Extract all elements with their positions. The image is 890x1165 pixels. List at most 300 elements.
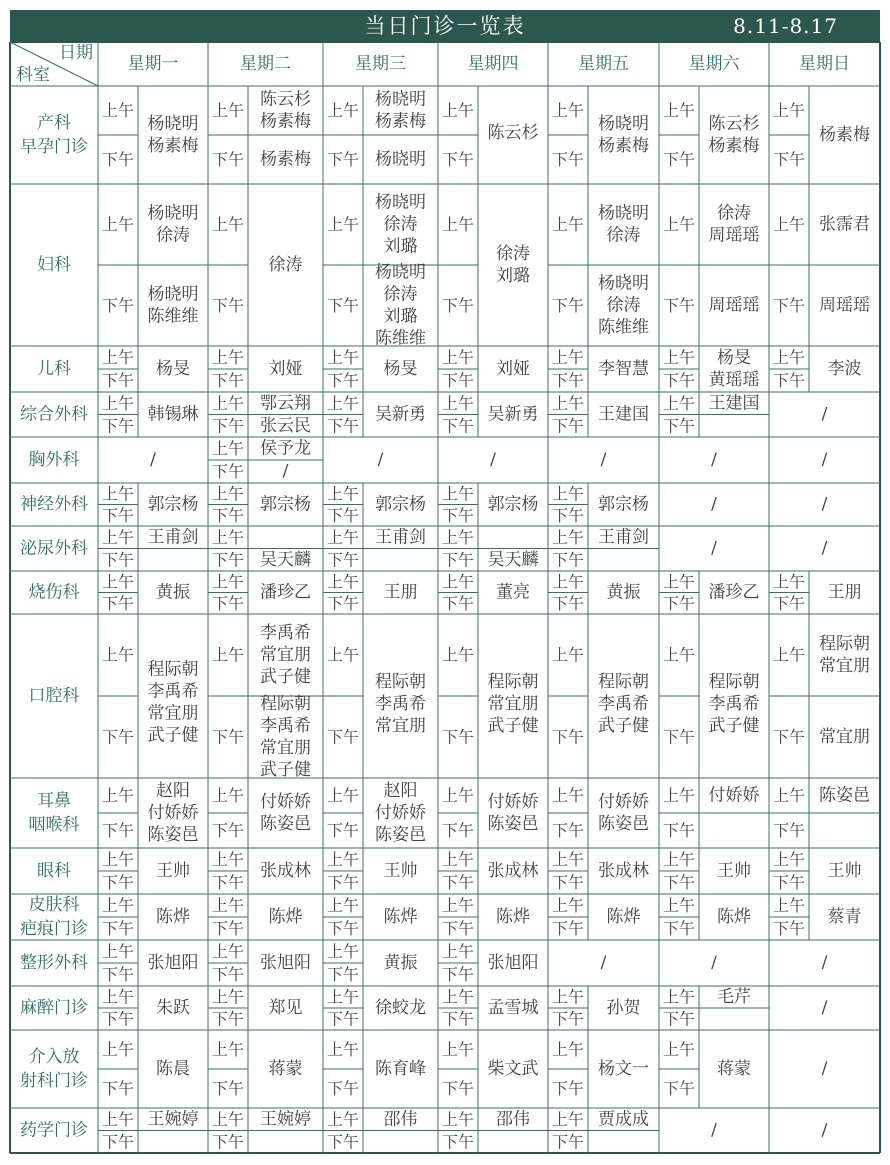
pm-label: 下午 bbox=[211, 550, 245, 570]
doctor-name: 常宜朋 bbox=[487, 694, 539, 715]
am-label: 上午 bbox=[326, 1109, 360, 1129]
pm-label: 下午 bbox=[326, 1132, 360, 1152]
am-label: 上午 bbox=[441, 850, 475, 869]
am-label: 上午 bbox=[551, 896, 585, 915]
pm-label: 下午 bbox=[211, 505, 245, 525]
am-label: 上午 bbox=[211, 527, 245, 547]
doctor-name: 李禹希 bbox=[260, 716, 311, 736]
doctor-name: 陈云杉 bbox=[708, 114, 760, 134]
doctor-name: 陈姿邑 bbox=[375, 825, 426, 845]
doctor-name: 陈姿邑 bbox=[819, 785, 870, 806]
am-label: 上午 bbox=[772, 348, 806, 367]
department-name: 整形外科 bbox=[20, 953, 88, 973]
pm-label: 下午 bbox=[662, 150, 696, 169]
doctor-name: 孙贺 bbox=[606, 998, 641, 1018]
doctor-name: 陈云杉 bbox=[487, 123, 539, 144]
department-name: 耳鼻 bbox=[37, 791, 71, 811]
am-label: 上午 bbox=[441, 101, 475, 120]
am-label: 上午 bbox=[211, 484, 245, 504]
doctor-name: 李波 bbox=[827, 359, 862, 379]
doctor-name: 周瑶瑶 bbox=[708, 225, 760, 246]
pm-label: 下午 bbox=[326, 919, 360, 938]
doctor-name: 常宜朋 bbox=[819, 727, 870, 747]
am-label: 上午 bbox=[326, 896, 360, 915]
am-label: 上午 bbox=[211, 896, 245, 915]
am-label: 上午 bbox=[101, 942, 135, 961]
no-clinic-slash: / bbox=[821, 538, 828, 559]
doctor-name: 李禹希 bbox=[260, 623, 311, 643]
pm-label: 下午 bbox=[772, 150, 806, 169]
pm-label: 下午 bbox=[551, 296, 585, 315]
doctor-name: 张成林 bbox=[487, 861, 539, 881]
pm-label: 下午 bbox=[772, 727, 806, 747]
pm-label: 下午 bbox=[211, 821, 245, 840]
doctor-name: 常宜朋 bbox=[375, 716, 426, 737]
pm-label: 下午 bbox=[326, 727, 360, 747]
doctor-name: 吴天麟 bbox=[487, 549, 539, 570]
doctor-name: 董亮 bbox=[496, 582, 530, 603]
pm-label: 下午 bbox=[551, 1009, 585, 1029]
department-name: 口腔科 bbox=[28, 686, 80, 706]
pm-label: 下午 bbox=[551, 1079, 585, 1098]
doctor-name: 付娇娇 bbox=[375, 803, 426, 823]
pm-label: 下午 bbox=[662, 1009, 696, 1029]
am-label: 上午 bbox=[772, 786, 806, 805]
doctor-name: 王帅 bbox=[827, 861, 862, 881]
department-name: 射科门诊 bbox=[20, 1071, 88, 1091]
doctor-name: 武子健 bbox=[598, 716, 649, 737]
am-label: 上午 bbox=[326, 527, 360, 547]
doctor-name: 王朋 bbox=[383, 582, 418, 603]
doctor-name: 常宜朋 bbox=[260, 738, 311, 758]
am-label: 上午 bbox=[326, 572, 360, 592]
am-label: 上午 bbox=[441, 942, 475, 961]
no-clinic-slash: / bbox=[821, 953, 828, 973]
no-clinic-slash: / bbox=[711, 494, 717, 515]
no-clinic-slash: / bbox=[821, 1059, 828, 1079]
no-clinic-slash: / bbox=[600, 450, 607, 470]
am-label: 上午 bbox=[211, 348, 245, 367]
pm-label: 下午 bbox=[326, 505, 360, 525]
am-label: 上午 bbox=[326, 348, 360, 367]
am-label: 上午 bbox=[662, 101, 696, 120]
am-label: 上午 bbox=[326, 1040, 360, 1059]
pm-label: 下午 bbox=[551, 505, 585, 525]
department-name: 产科 bbox=[37, 113, 71, 133]
doctor-name: 徐蛟龙 bbox=[375, 998, 426, 1018]
doctor-name: 杨旻 bbox=[717, 348, 751, 368]
doctor-name: 郭宗杨 bbox=[260, 494, 311, 515]
doctor-name: 张云民 bbox=[260, 415, 311, 436]
pm-label: 下午 bbox=[101, 1079, 135, 1098]
pm-label: 下午 bbox=[662, 821, 696, 840]
no-clinic-slash: / bbox=[490, 450, 496, 470]
doctor-name: / bbox=[282, 461, 289, 482]
doctor-name: 周瑶瑶 bbox=[708, 295, 760, 316]
doctor-name: 鄂云翔 bbox=[260, 393, 311, 414]
doctor-name: 王甫剑 bbox=[375, 527, 426, 548]
doctor-name: 张成林 bbox=[260, 861, 311, 881]
am-label: 上午 bbox=[662, 786, 696, 805]
doctor-name: 陈烨 bbox=[717, 907, 751, 927]
no-clinic-slash: / bbox=[711, 538, 717, 559]
pm-label: 下午 bbox=[441, 1009, 475, 1029]
am-label: 上午 bbox=[101, 987, 135, 1007]
am-label: 上午 bbox=[441, 348, 475, 367]
doctor-name: 黄瑶瑶 bbox=[708, 370, 760, 390]
doctor-name: 王婉婷 bbox=[260, 1109, 311, 1130]
pm-label: 下午 bbox=[211, 919, 245, 938]
doctor-name: 程际朝 bbox=[487, 672, 539, 693]
doctor-name: 陈姿邑 bbox=[598, 814, 649, 834]
am-label: 上午 bbox=[772, 645, 806, 665]
department-name: 麻醉门诊 bbox=[20, 998, 88, 1018]
day-header: 星期六 bbox=[688, 54, 740, 74]
doctor-name: 邵伟 bbox=[383, 1109, 418, 1130]
doctor-name: 徐涛 bbox=[156, 225, 190, 246]
doctor-name: 杨晓明 bbox=[375, 262, 426, 283]
am-label: 上午 bbox=[772, 215, 806, 234]
pm-label: 下午 bbox=[101, 371, 135, 390]
am-label: 上午 bbox=[441, 527, 475, 547]
am-label: 上午 bbox=[211, 101, 245, 120]
am-label: 上午 bbox=[101, 484, 135, 504]
am-label: 上午 bbox=[326, 987, 360, 1007]
no-clinic-slash: / bbox=[821, 998, 828, 1018]
doctor-name: 武子健 bbox=[487, 716, 539, 737]
pm-label: 下午 bbox=[326, 873, 360, 892]
pm-label: 下午 bbox=[211, 296, 245, 315]
pm-label: 下午 bbox=[441, 821, 475, 840]
am-label: 上午 bbox=[101, 215, 135, 234]
pm-label: 下午 bbox=[551, 593, 585, 613]
pm-label: 下午 bbox=[101, 873, 135, 892]
doctor-name: 周瑶瑶 bbox=[819, 295, 870, 316]
department-name: 胸外科 bbox=[28, 450, 80, 470]
pm-label: 下午 bbox=[101, 727, 135, 747]
department-name: 咽喉科 bbox=[28, 815, 80, 835]
pm-label: 下午 bbox=[326, 550, 360, 570]
pm-label: 下午 bbox=[441, 550, 475, 570]
am-label: 上午 bbox=[551, 850, 585, 869]
doctor-name: 常宜朋 bbox=[147, 703, 199, 724]
pm-label: 下午 bbox=[551, 371, 585, 390]
corner-dept-label: 科室 bbox=[16, 65, 50, 85]
doctor-name: 张旭阳 bbox=[487, 953, 539, 973]
doctor-name: 陈维维 bbox=[598, 317, 649, 338]
am-label: 上午 bbox=[551, 1109, 585, 1129]
doctor-name: 杨晓明 bbox=[375, 192, 426, 213]
am-label: 上午 bbox=[326, 101, 360, 120]
doctor-name: 陈维维 bbox=[147, 306, 199, 327]
pm-label: 下午 bbox=[211, 1079, 245, 1098]
am-label: 上午 bbox=[551, 527, 585, 547]
pm-label: 下午 bbox=[101, 296, 135, 315]
doctor-name: 杨晓明 bbox=[147, 203, 199, 224]
no-clinic-slash: / bbox=[377, 450, 384, 470]
am-label: 上午 bbox=[551, 572, 585, 592]
doctor-name: 杨晓明 bbox=[375, 149, 426, 170]
am-label: 上午 bbox=[211, 987, 245, 1007]
am-label: 上午 bbox=[772, 101, 806, 120]
doctor-name: 杨素梅 bbox=[147, 136, 199, 156]
doctor-name: 邵伟 bbox=[496, 1109, 530, 1130]
pm-label: 下午 bbox=[662, 371, 696, 390]
doctor-name: 毛芹 bbox=[717, 987, 751, 1007]
doctor-name: 程际朝 bbox=[708, 672, 760, 693]
pm-label: 下午 bbox=[101, 1132, 135, 1152]
pm-label: 下午 bbox=[662, 873, 696, 892]
doctor-name: 赵阳 bbox=[156, 781, 190, 801]
doctor-name: 潘珍乙 bbox=[708, 582, 760, 603]
corner-date-label: 日期 bbox=[59, 43, 93, 63]
doctor-name: 朱跃 bbox=[156, 998, 190, 1018]
pm-label: 下午 bbox=[662, 593, 696, 613]
department-name: 烧伤科 bbox=[28, 582, 80, 603]
doctor-name: 刘璐 bbox=[383, 306, 418, 327]
doctor-name: 张成林 bbox=[598, 861, 649, 881]
pm-label: 下午 bbox=[772, 371, 806, 390]
pm-label: 下午 bbox=[441, 873, 475, 892]
doctor-name: 付娇娇 bbox=[598, 792, 649, 812]
am-label: 上午 bbox=[101, 348, 135, 367]
pm-label: 下午 bbox=[441, 416, 475, 436]
doctor-name: 李智慧 bbox=[598, 359, 649, 379]
pm-label: 下午 bbox=[211, 965, 245, 984]
am-label: 上午 bbox=[551, 484, 585, 504]
doctor-name: 陈维维 bbox=[375, 328, 426, 349]
no-clinic-slash: / bbox=[600, 953, 607, 973]
day-header: 星期二 bbox=[240, 54, 291, 74]
department-name: 皮肤科 bbox=[28, 895, 80, 915]
am-label: 上午 bbox=[101, 393, 135, 413]
doctor-name: 郑见 bbox=[268, 998, 303, 1018]
doctor-name: 陈云杉 bbox=[260, 89, 311, 110]
am-label: 上午 bbox=[101, 527, 135, 547]
day-header: 星期四 bbox=[467, 54, 519, 74]
doctor-name: 王朋 bbox=[827, 582, 862, 603]
day-header: 星期三 bbox=[355, 54, 406, 74]
doctor-name: 郭宗杨 bbox=[147, 494, 199, 515]
am-label: 上午 bbox=[551, 101, 585, 120]
doctor-name: 李禹希 bbox=[147, 681, 199, 702]
am-label: 上午 bbox=[211, 572, 245, 592]
am-label: 上午 bbox=[326, 215, 360, 234]
doctor-name: 张霈君 bbox=[819, 214, 870, 235]
am-label: 上午 bbox=[326, 942, 360, 961]
doctor-name: 程际朝 bbox=[260, 694, 311, 714]
department-name: 儿科 bbox=[37, 359, 71, 379]
department-name: 药学门诊 bbox=[20, 1120, 88, 1141]
doctor-name: 李禹希 bbox=[375, 694, 426, 715]
pm-label: 下午 bbox=[326, 150, 360, 169]
department-name: 眼科 bbox=[37, 861, 71, 881]
doctor-name: 郭宗杨 bbox=[487, 494, 539, 515]
doctor-name: 付娇娇 bbox=[147, 803, 199, 823]
doctor-name: 徐涛 bbox=[496, 244, 530, 264]
doctor-name: 杨素梅 bbox=[375, 111, 426, 132]
pm-label: 下午 bbox=[551, 150, 585, 169]
pm-label: 下午 bbox=[101, 965, 135, 984]
department-name: 综合外科 bbox=[20, 404, 88, 425]
pm-label: 下午 bbox=[326, 296, 360, 315]
pm-label: 下午 bbox=[772, 593, 806, 613]
am-label: 上午 bbox=[662, 850, 696, 869]
doctor-name: 杨旻 bbox=[156, 359, 190, 379]
doctor-name: 李禹希 bbox=[708, 694, 760, 715]
pm-label: 下午 bbox=[551, 873, 585, 892]
pm-label: 下午 bbox=[772, 821, 806, 840]
doctor-name: 徐涛 bbox=[268, 255, 303, 275]
doctor-name: 王甫剑 bbox=[147, 527, 199, 548]
pm-label: 下午 bbox=[772, 296, 806, 315]
doctor-name: 潘珍乙 bbox=[260, 582, 311, 603]
am-label: 上午 bbox=[772, 850, 806, 869]
pm-label: 下午 bbox=[441, 727, 475, 747]
doctor-name: 付娇娇 bbox=[708, 785, 760, 806]
am-label: 上午 bbox=[211, 393, 245, 413]
pm-label: 下午 bbox=[101, 150, 135, 169]
doctor-name: 黄振 bbox=[383, 953, 418, 973]
day-header: 星期日 bbox=[799, 54, 850, 74]
am-label: 上午 bbox=[101, 1040, 135, 1059]
pm-label: 下午 bbox=[211, 462, 245, 481]
am-label: 上午 bbox=[441, 645, 475, 665]
pm-label: 下午 bbox=[772, 919, 806, 938]
department-name: 妇科 bbox=[37, 255, 71, 275]
no-clinic-slash: / bbox=[150, 450, 156, 470]
pm-label: 下午 bbox=[211, 727, 245, 747]
am-label: 上午 bbox=[441, 1109, 475, 1129]
doctor-name: 常宜朋 bbox=[260, 645, 311, 665]
doctor-name: 陈烨 bbox=[606, 907, 641, 927]
doctor-name: 吴新勇 bbox=[487, 404, 539, 425]
doctor-name: 武子健 bbox=[147, 725, 199, 746]
pm-label: 下午 bbox=[326, 821, 360, 840]
doctor-name: 杨素梅 bbox=[260, 149, 311, 170]
am-label: 上午 bbox=[662, 645, 696, 665]
doctor-name: 武子健 bbox=[260, 667, 311, 687]
am-label: 上午 bbox=[101, 645, 135, 665]
doctor-name: 郭宗杨 bbox=[598, 494, 649, 515]
pm-label: 下午 bbox=[441, 1132, 475, 1152]
doctor-name: 柴文武 bbox=[487, 1059, 539, 1079]
doctor-name: 陈晨 bbox=[156, 1059, 190, 1079]
doctor-name: 李禹希 bbox=[598, 694, 649, 715]
pm-label: 下午 bbox=[662, 296, 696, 315]
doctor-name: 杨晓明 bbox=[598, 114, 649, 134]
pm-label: 下午 bbox=[441, 965, 475, 984]
am-label: 上午 bbox=[441, 896, 475, 915]
doctor-name: 程际朝 bbox=[819, 634, 870, 654]
no-clinic-slash: / bbox=[821, 1120, 828, 1141]
am-label: 上午 bbox=[441, 393, 475, 413]
department-name: 疤痕门诊 bbox=[20, 919, 88, 939]
doctor-name: 郭宗杨 bbox=[375, 494, 426, 515]
am-label: 上午 bbox=[211, 215, 245, 234]
doctor-name: 付娇娇 bbox=[260, 792, 311, 812]
doctor-name: 杨素梅 bbox=[708, 136, 760, 156]
doctor-name: 陈烨 bbox=[268, 907, 303, 927]
pm-label: 下午 bbox=[662, 416, 696, 436]
pm-label: 下午 bbox=[211, 371, 245, 390]
doctor-name: 徐涛 bbox=[383, 214, 418, 235]
pm-label: 下午 bbox=[441, 371, 475, 390]
am-label: 上午 bbox=[551, 215, 585, 234]
pm-label: 下午 bbox=[441, 593, 475, 613]
doctor-name: 徐涛 bbox=[717, 203, 751, 224]
am-label: 上午 bbox=[326, 393, 360, 413]
pm-label: 下午 bbox=[551, 416, 585, 436]
day-header: 星期五 bbox=[578, 54, 629, 74]
pm-label: 下午 bbox=[101, 550, 135, 570]
doctor-name: 王帅 bbox=[717, 861, 751, 881]
pm-label: 下午 bbox=[662, 1079, 696, 1098]
department-name: 神经外科 bbox=[20, 494, 88, 515]
doctor-name: 武子健 bbox=[708, 716, 760, 737]
pm-label: 下午 bbox=[441, 296, 475, 315]
doctor-name: 侯予龙 bbox=[260, 438, 311, 459]
am-label: 上午 bbox=[551, 645, 585, 665]
am-label: 上午 bbox=[101, 896, 135, 915]
doctor-name: 刘娅 bbox=[268, 359, 303, 379]
am-label: 上午 bbox=[662, 572, 696, 592]
am-label: 上午 bbox=[211, 1109, 245, 1129]
pm-label: 下午 bbox=[551, 919, 585, 938]
am-label: 上午 bbox=[662, 393, 696, 413]
am-label: 上午 bbox=[441, 786, 475, 805]
doctor-name: 徐涛 bbox=[383, 284, 418, 305]
am-label: 上午 bbox=[326, 484, 360, 504]
doctor-name: 杨晓明 bbox=[147, 114, 199, 134]
no-clinic-slash: / bbox=[821, 450, 828, 470]
am-label: 上午 bbox=[772, 896, 806, 915]
am-label: 上午 bbox=[551, 348, 585, 367]
doctor-name: 贾成成 bbox=[598, 1109, 649, 1130]
doctor-name: 王建国 bbox=[708, 393, 760, 414]
doctor-name: 蒋蒙 bbox=[717, 1059, 751, 1079]
am-label: 上午 bbox=[441, 572, 475, 592]
pm-label: 下午 bbox=[211, 416, 245, 436]
doctor-name: 韩锡琳 bbox=[147, 404, 199, 425]
pm-label: 下午 bbox=[101, 593, 135, 613]
pm-label: 下午 bbox=[211, 1132, 245, 1152]
am-label: 上午 bbox=[211, 645, 245, 665]
department-name: 泌尿外科 bbox=[20, 538, 88, 559]
pm-label: 下午 bbox=[326, 371, 360, 390]
doctor-name: 陈育峰 bbox=[375, 1059, 426, 1079]
no-clinic-slash: / bbox=[821, 404, 828, 425]
doctor-name: 蒋蒙 bbox=[268, 1059, 303, 1079]
doctor-name: 刘璐 bbox=[496, 266, 530, 286]
doctor-name: 杨晓明 bbox=[375, 89, 426, 110]
pm-label: 下午 bbox=[662, 919, 696, 938]
doctor-name: 王婉婷 bbox=[147, 1109, 199, 1130]
doctor-name: 陈姿邑 bbox=[147, 825, 199, 845]
doctor-name: 王帅 bbox=[383, 861, 418, 881]
doctor-name: 程际朝 bbox=[375, 672, 426, 693]
no-clinic-slash: / bbox=[711, 450, 717, 470]
pm-label: 下午 bbox=[211, 1009, 245, 1029]
page-title: 当日门诊一览表 bbox=[364, 14, 526, 38]
doctor-name: 陈姿邑 bbox=[487, 814, 539, 834]
doctor-name: 陈烨 bbox=[156, 907, 190, 927]
am-label: 上午 bbox=[211, 850, 245, 869]
pm-label: 下午 bbox=[101, 821, 135, 840]
pm-label: 下午 bbox=[326, 593, 360, 613]
doctor-name: 赵阳 bbox=[383, 781, 418, 801]
am-label: 上午 bbox=[441, 987, 475, 1007]
